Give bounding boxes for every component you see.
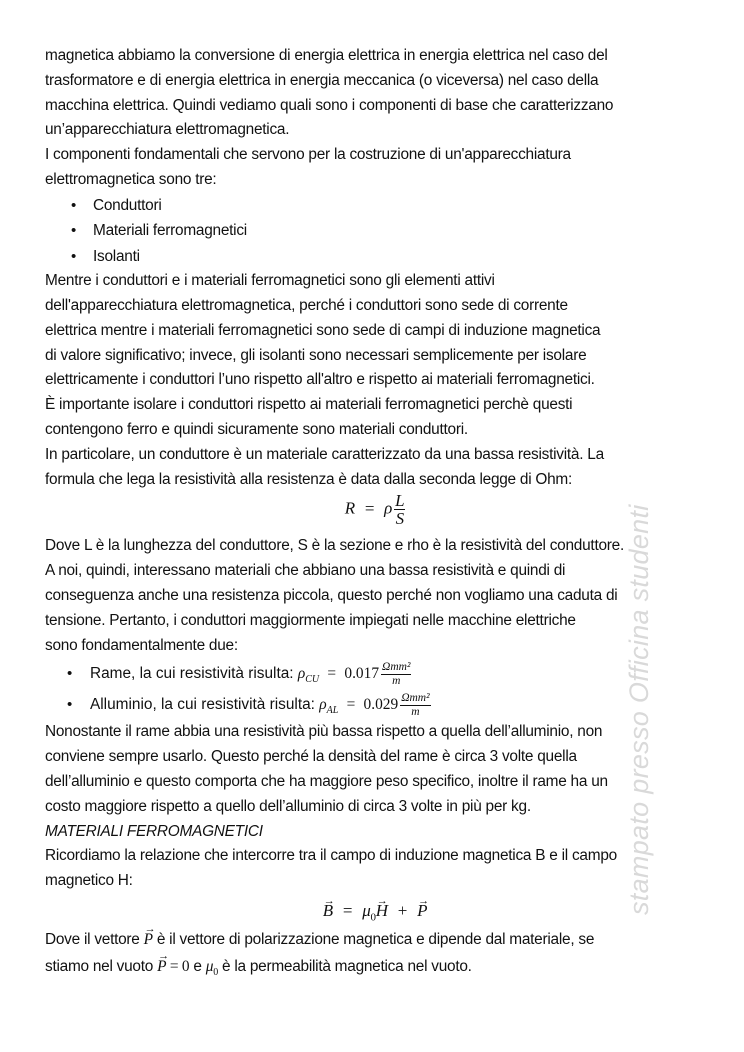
text-line: contengono ferro e quindi sicuramente sono materiali conduttori. [45, 421, 468, 439]
resistivity-unit [381, 661, 411, 688]
section-heading: MATERIALI FERROMAGNETICI [45, 822, 263, 840]
mu-subscript: 0 [213, 967, 218, 979]
text-fragment: stiamo nel vuoto [45, 958, 158, 976]
text-line [45, 953, 705, 980]
text-fragment: è la permeabilità magnetica nel vuoto. [217, 958, 472, 976]
text-line: formula che lega la resistività alla resistenza è data dalla seconda legge di Ohm: [45, 470, 573, 488]
list-item: • Materiali ferromagnetici [45, 218, 705, 244]
list-item-copper: • Rame, la cui resistività risulta: $\rho_{CU} = 0.017$ $\frac{\text{Ωmm²}}{m}$ [45, 658, 705, 689]
text-line: sono fondamentalmente due: [45, 636, 238, 654]
unit-denominator: m [411, 705, 420, 718]
fraction [394, 492, 405, 527]
resistivity-value: 0.029 [363, 696, 399, 714]
watermark: stampato presso Officina studenti [624, 504, 654, 915]
vector-h: H → [376, 896, 388, 926]
text-line: trasformatore e di energia elettrica in energia meccanica (o viceversa) nel caso della [45, 71, 599, 89]
text-line: dell'apparecchiatura elettromagnetica, perché i conduttori sono sede di corrente [45, 297, 568, 315]
resistivity-subscript: CU [305, 674, 320, 686]
roles-paragraph [45, 269, 705, 492]
text-line: In particolare, un conduttore è un materiale caratterizzato da una bassa resistività. La [45, 445, 604, 463]
mu-symbol: μ [205, 958, 214, 976]
resistivity-value: 0.017 [344, 665, 380, 683]
document-page [45, 44, 705, 980]
text-line: A noi, quindi, interessano materiali che abbiano una bassa resistività e quindi di [45, 562, 566, 580]
text-line: I componenti fondamentali che servono per la costruzione di un'apparecchiatura [45, 146, 571, 164]
text-line: elettricamente i conduttori l’uno rispetto all'altro e rispetto ai materiali ferromagnetici. [45, 371, 595, 389]
resistivity-unit [400, 692, 430, 719]
text-fragment: Dove il vettore [45, 931, 144, 949]
text-line: elettrica mentre i materiali ferromagnetici sono sede di campi di induzione magnetica [45, 321, 601, 339]
vector-p: P → [417, 896, 427, 926]
equals-sign: = [342, 901, 353, 921]
text-line: Dove L è la lunghezza del conduttore, S è la sezione e rho è la resistività del conduttore. [45, 537, 624, 555]
text-line: dell’alluminio e questo comporta che ha maggiore peso specifico, inoltre il rame ha un [45, 773, 608, 791]
text-line: Nonostante il rame abbia una resistività più bassa rispetto a quella dell’alluminio, non [45, 723, 603, 741]
list-item: • Conduttori [45, 193, 705, 219]
vector-p: P → [144, 926, 153, 953]
text-line: macchina elettrica. Quindi vediamo quali sono i componenti di base che caratterizzano [45, 96, 614, 114]
intro-paragraph [45, 44, 705, 193]
comparison-paragraph [45, 720, 705, 819]
plus-sign: + [397, 901, 408, 921]
equation-fragment: = 0 [166, 958, 190, 976]
rho-symbol: ρ [384, 498, 393, 518]
text-line: elettromagnetica sono tre: [45, 170, 217, 188]
resistivity-symbol: ρ [319, 696, 327, 714]
text-line: di valore significativo; invece, gli isolanti sono necessari semplicemente per isolare [45, 346, 587, 364]
text-line: un’apparecchiatura elettromagnetica. [45, 121, 290, 139]
text-line: Mentre i conduttori e i materiali ferromagnetici sono gli elementi attivi [45, 272, 495, 290]
text-line: conviene sempre usarlo. Questo perché la densità del rame è circa 3 volte quella [45, 748, 577, 766]
equals-sign: = [364, 498, 375, 518]
text-fragment: e [189, 958, 206, 976]
vector-b: B → [323, 896, 333, 926]
unit-numerator: Ωmm² [382, 660, 411, 673]
text-fragment: è il vettore di polarizzazione magnetica e dipende dal materiale, se [152, 931, 595, 949]
resistivity-symbol: ρ [297, 665, 306, 683]
text-line: È importante isolare i conduttori rispetto ai materiali ferromagnetici perchè questi [45, 396, 573, 414]
mu-subscript: 0 [370, 911, 376, 924]
components-list [45, 193, 705, 270]
text-line: magnetica abbiamo la conversione di energia elettrica in energia elettrica nel caso del [45, 47, 608, 64]
text-line: Ricordiamo la relazione che intercorre tra il campo di induzione magnetica B e il campo [45, 847, 617, 865]
text-line: tensione. Pertanto, i conduttori maggiormente impiegati nelle macchine elettriche [45, 611, 576, 629]
closing-paragraph [45, 926, 705, 980]
unit-denominator: m [392, 674, 401, 687]
ohm-law-equation [45, 492, 705, 534]
material-label: Alluminio, la cui resistività risulta: [90, 696, 320, 714]
resistance-symbol: R [344, 498, 355, 518]
text-line [45, 926, 705, 953]
conductors-paragraph [45, 534, 705, 658]
ferromagnetic-intro [45, 844, 705, 894]
text-line: magnetico H: [45, 872, 133, 890]
material-label: Rame, la cui resistività risulta: [90, 665, 298, 683]
resistivity-subscript: AL [326, 705, 339, 717]
materials-list [45, 658, 705, 720]
unit-numerator: Ωmm² [401, 691, 430, 704]
mu-symbol: μ [362, 901, 371, 921]
vector-p: P → [157, 953, 166, 980]
fraction-denominator: S [395, 509, 404, 529]
list-item-aluminium: • Alluminio, la cui resistività risulta: $\rho_{AL} = 0.029$ $\frac{\text{Ωmm²}}{m}$ [45, 689, 705, 720]
text-line: costo maggiore rispetto a quello dell’alluminio di circa 3 volte in più per kg. [45, 797, 531, 815]
fraction-numerator: L [395, 491, 405, 511]
list-item: • Isolanti [45, 244, 705, 270]
text-line: conseguenza anche una resistenza piccola, questo perché non vogliamo una caduta di [45, 587, 618, 605]
